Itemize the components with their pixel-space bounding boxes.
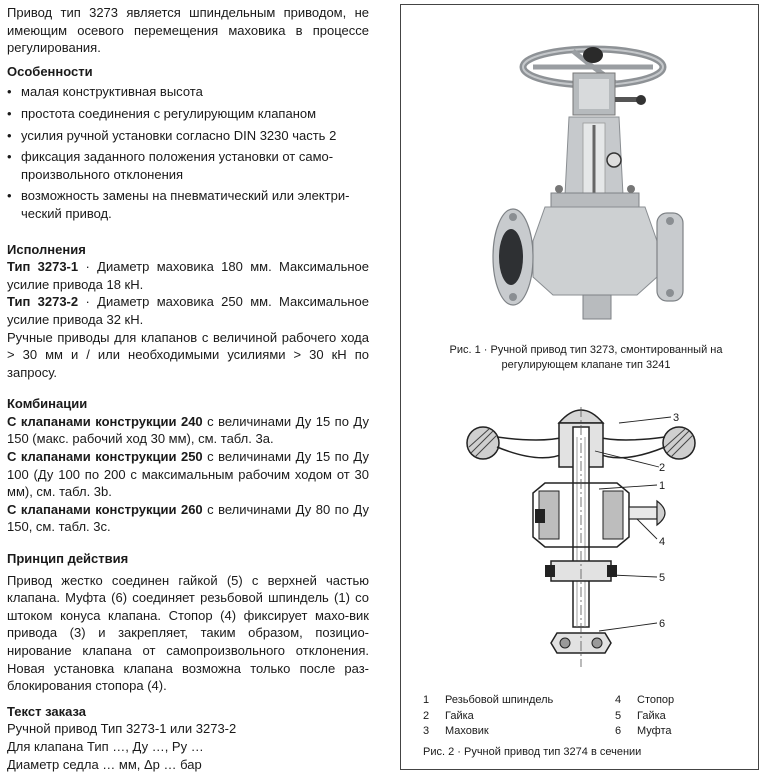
combinations-heading: Комбинации <box>7 396 88 412</box>
figure-1-caption: Рис. 1 · Ручной привод тип 3273, смонтированный на регулирующем клапане тип 3241 <box>449 344 723 371</box>
legend-label: Резьбовой шпиндель <box>445 694 554 706</box>
features-heading: Особенности <box>7 63 93 79</box>
feature-item: • усилия ручной установки согласно DIN 3230 часть 2 <box>7 127 369 145</box>
callout-1: 1 <box>659 480 666 492</box>
order-line-2: Для клапана Тип …, Ду …, Ру … <box>7 738 204 754</box>
intro-text: Привод тип 3273 является шпиндельным приводом, не имеющим осевого перемещения маховика в процессе регулирования. <box>7 5 369 56</box>
callout-2: 2 <box>659 462 666 474</box>
feature-item: • малая конструктивная высота <box>7 83 369 101</box>
legend-num: 5 <box>615 709 622 722</box>
legend-num: 4 <box>615 694 622 706</box>
combination-1 <box>7 413 369 448</box>
callout-6: 6 <box>659 618 666 630</box>
feature-item: • простота соединения с регулирующим клапаном <box>7 105 369 123</box>
version-1 <box>7 258 369 293</box>
feature-item: • фиксация заданного положения установки от само-произвольного отклонения <box>7 148 369 183</box>
legend-label: Маховик <box>445 725 489 737</box>
version-1-text: · Диаметр маховика 180 мм. Максимальное усилие привода 18 кН. <box>7 259 369 292</box>
versions-heading: Исполнения <box>7 241 86 257</box>
combination-2-text: с величинами Ду 15 по Ду 100 (Ду 100 по 200 с максимальным рабочим ходом от 30 мм), см. табл. 3b. <box>7 449 369 500</box>
version-2-text: · Диаметр маховика 250 мм. Максимальное усилие привода 32 кН. <box>7 294 369 327</box>
feature-item: • возможность замены на пневматический или электри-ческий привод. <box>7 187 369 222</box>
combination-3-label: С клапанами конструкции 260 <box>7 501 203 517</box>
figure-frame <box>400 4 759 770</box>
combination-1-text: с величинами Ду 15 по Ду 150 (макс. рабочий ход 30 мм), см. табл. 3a. <box>7 413 369 447</box>
combination-2-label: С клапанами конструкции 250 <box>7 449 203 465</box>
legend-label: Гайка <box>637 709 666 722</box>
figure-2-caption: Рис. 2 · Ручной привод тип 3274 в сечении <box>423 746 642 758</box>
order-line-3: Диаметр седла … мм, Δp … бар <box>7 756 202 772</box>
principle-text: Привод жестко соединен гайкой (5) с верхней частью клапана. Муфта (6) соединяет резьбовой шпиндель (1) со штоком конуса клапана. Стопор (4) фиксирует махо-вик привода (3) и закрепляет, таким образом, позицио-нирование клапана от самопроизвольного отклонения. Новая установка клапана возможна только после раз-блокирования стопора (4). <box>7 572 369 694</box>
combination-3 <box>7 501 369 536</box>
order-heading: Текст заказа <box>7 703 87 719</box>
versions-note: Ручные приводы для клапанов с величиной рабочего хода > 30 мм и / или необходимыми усилиями > 30 кН по запросу. <box>7 329 369 380</box>
combination-2 <box>7 448 369 501</box>
legend-label: Муфта <box>637 725 672 737</box>
callout-3: 3 <box>673 412 680 424</box>
callout-4: 4 <box>659 536 666 548</box>
combination-3-text: с величинами Ду 80 по Ду 150, см. табл. 3c. <box>7 501 369 535</box>
version-2 <box>7 293 369 328</box>
left-column <box>7 4 369 773</box>
legend-num: 3 <box>423 725 430 737</box>
order-line-1: Ручной привод Тип 3273-1 или 3273-2 <box>7 721 237 737</box>
valve-photo <box>461 45 701 335</box>
legend-label: Стопор <box>637 694 675 706</box>
legend-num: 6 <box>615 725 622 737</box>
legend-label: Гайка <box>445 709 474 722</box>
callout-5: 5 <box>659 572 666 584</box>
figure-2-legend <box>423 693 743 740</box>
legend-num: 2 <box>423 709 430 722</box>
combination-1-label: С клапанами конструкции 240 <box>7 413 203 429</box>
version-2-label: Тип 3273-2 <box>7 294 79 310</box>
principle-heading: Принцип действия <box>7 551 129 567</box>
legend-num: 1 <box>423 694 430 706</box>
section-drawing <box>461 397 751 687</box>
version-1-label: Тип 3273-1 <box>7 259 79 275</box>
